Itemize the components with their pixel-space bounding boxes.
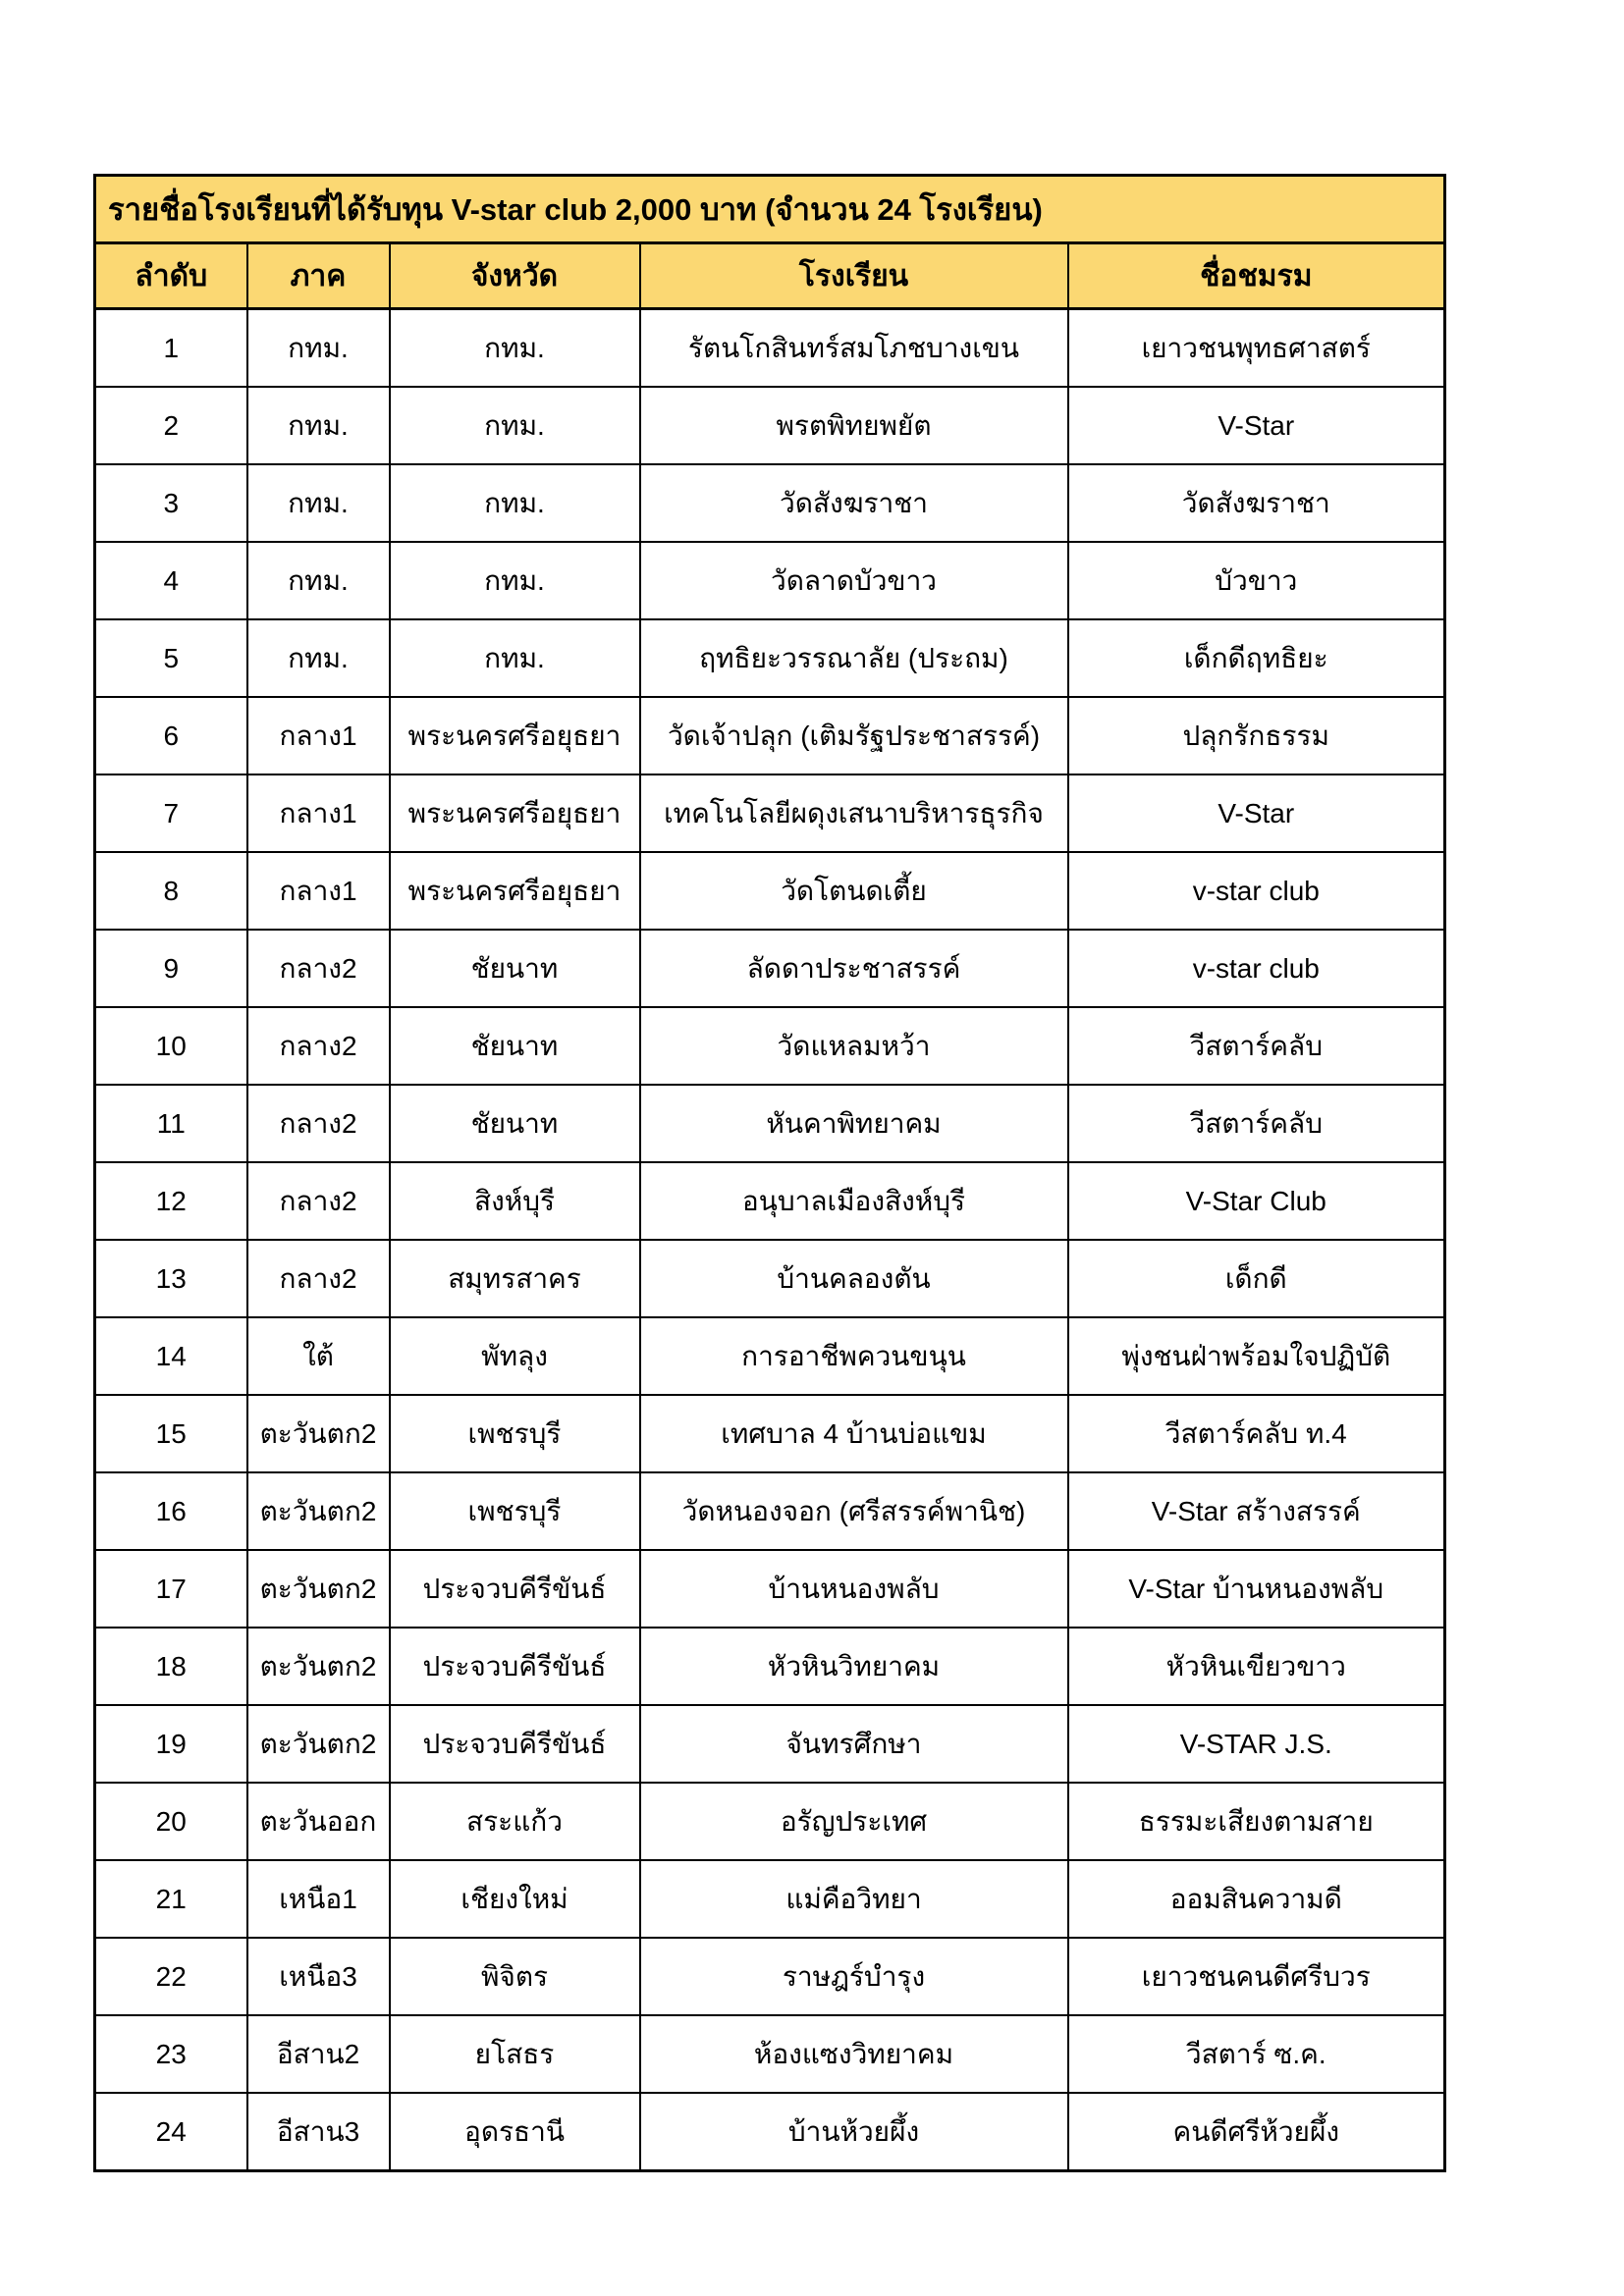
table-row (95, 464, 1445, 542)
cell-region: ใต้ (247, 1317, 390, 1395)
cell-region: กลาง2 (247, 1162, 390, 1240)
cell-region: เหนือ3 (247, 1938, 390, 2015)
cell-club: เด็กดีฤทธิยะ (1068, 619, 1445, 697)
cell-school: วัดเจ้าปลุก (เติมรัฐประชาสรรค์) (640, 697, 1068, 774)
cell-no: 6 (95, 697, 247, 774)
cell-no: 23 (95, 2015, 247, 2093)
cell-school: บ้านหนองพลับ (640, 1550, 1068, 1628)
cell-school: บ้านห้วยผึ้ง (640, 2093, 1068, 2171)
cell-school: รัตนโกสินทร์สมโภชบางเขน (640, 309, 1068, 388)
cell-region: กลาง1 (247, 852, 390, 930)
cell-no: 20 (95, 1783, 247, 1860)
table-row (95, 2093, 1445, 2171)
cell-school: เทศบาล 4 บ้านบ่อแขม (640, 1395, 1068, 1472)
cell-school: เทคโนโลยีผดุงเสนาบริหารธุรกิจ (640, 774, 1068, 852)
cell-no: 1 (95, 309, 247, 388)
table-row (95, 852, 1445, 930)
cell-province: ประจวบคีรีขันธ์ (390, 1705, 640, 1783)
cell-province: พระนครศรีอยุธยา (390, 774, 640, 852)
table-row (95, 2015, 1445, 2093)
school-fund-table (93, 174, 1446, 2172)
cell-province: ชัยนาท (390, 930, 640, 1007)
cell-school: วัดลาดบัวขาว (640, 542, 1068, 619)
cell-club: หัวหินเขียวขาว (1068, 1628, 1445, 1705)
cell-region: กลาง2 (247, 1240, 390, 1317)
cell-no: 13 (95, 1240, 247, 1317)
cell-province: กทม. (390, 309, 640, 388)
cell-province: พระนครศรีอยุธยา (390, 697, 640, 774)
cell-club: คนดีศรีห้วยผึ้ง (1068, 2093, 1445, 2171)
cell-no: 5 (95, 619, 247, 697)
table-row (95, 1938, 1445, 2015)
cell-province: ประจวบคีรีขันธ์ (390, 1628, 640, 1705)
cell-region: กลาง1 (247, 697, 390, 774)
cell-school: วัดแหลมหว้า (640, 1007, 1068, 1085)
cell-school: วัดโตนดเตี้ย (640, 852, 1068, 930)
cell-no: 7 (95, 774, 247, 852)
cell-club: วีสตาร์คลับ ท.4 (1068, 1395, 1445, 1472)
cell-no: 19 (95, 1705, 247, 1783)
cell-school: บ้านคลองตัน (640, 1240, 1068, 1317)
cell-region: ตะวันตก2 (247, 1705, 390, 1783)
cell-club: ปลุกรักธรรม (1068, 697, 1445, 774)
cell-no: 22 (95, 1938, 247, 2015)
table-row (95, 542, 1445, 619)
cell-no: 4 (95, 542, 247, 619)
cell-club: พุ่งชนฝ่าพร้อมใจปฏิบัติ (1068, 1317, 1445, 1395)
table-title-row (95, 176, 1445, 243)
cell-no: 2 (95, 387, 247, 464)
cell-no: 17 (95, 1550, 247, 1628)
table-row (95, 1705, 1445, 1783)
cell-province: ประจวบคีรีขันธ์ (390, 1550, 640, 1628)
column-header-school: โรงเรียน (640, 243, 1068, 309)
cell-school: จันทรศึกษา (640, 1705, 1068, 1783)
cell-region: อีสาน2 (247, 2015, 390, 2093)
cell-no: 12 (95, 1162, 247, 1240)
table-row (95, 1162, 1445, 1240)
cell-no: 14 (95, 1317, 247, 1395)
cell-province: เพชรบุรี (390, 1395, 640, 1472)
cell-school: หัวหินวิทยาคม (640, 1628, 1068, 1705)
cell-province: อุดรธานี (390, 2093, 640, 2171)
cell-school: ห้องแซงวิทยาคม (640, 2015, 1068, 2093)
cell-club: วัดสังฆราชา (1068, 464, 1445, 542)
column-header-no: ลำดับ (95, 243, 247, 309)
cell-region: ตะวันตก2 (247, 1628, 390, 1705)
cell-club: V-Star Club (1068, 1162, 1445, 1240)
cell-school: วัดหนองจอก (ศรีสรรค์พานิช) (640, 1472, 1068, 1550)
table-row (95, 1395, 1445, 1472)
cell-no: 15 (95, 1395, 247, 1472)
table-row (95, 1550, 1445, 1628)
cell-region: กลาง2 (247, 930, 390, 1007)
cell-school: ราษฎร์บำรุง (640, 1938, 1068, 2015)
table-row (95, 309, 1445, 388)
table-header-row (95, 243, 1445, 309)
cell-club: ออมสินความดี (1068, 1860, 1445, 1938)
column-header-club: ชื่อชมรม (1068, 243, 1445, 309)
cell-region: ตะวันตก2 (247, 1395, 390, 1472)
cell-club: ธรรมะเสียงตามสาย (1068, 1783, 1445, 1860)
table-row (95, 1628, 1445, 1705)
cell-club: V-Star บ้านหนองพลับ (1068, 1550, 1445, 1628)
cell-province: พิจิตร (390, 1938, 640, 2015)
cell-province: สิงห์บุรี (390, 1162, 640, 1240)
table-row (95, 1240, 1445, 1317)
table-row (95, 930, 1445, 1007)
cell-school: อรัญประเทศ (640, 1783, 1068, 1860)
cell-province: เพชรบุรี (390, 1472, 640, 1550)
cell-region: กทม. (247, 387, 390, 464)
table-row (95, 387, 1445, 464)
cell-school: พรตพิทยพยัต (640, 387, 1068, 464)
cell-region: เหนือ1 (247, 1860, 390, 1938)
cell-school: อนุบาลเมืองสิงห์บุรี (640, 1162, 1068, 1240)
table-row (95, 697, 1445, 774)
table-row (95, 1472, 1445, 1550)
cell-province: ชัยนาท (390, 1007, 640, 1085)
cell-no: 21 (95, 1860, 247, 1938)
column-header-province: จังหวัด (390, 243, 640, 309)
cell-region: ตะวันตก2 (247, 1550, 390, 1628)
cell-province: เชียงใหม่ (390, 1860, 640, 1938)
table-title: รายชื่อโรงเรียนที่ได้รับทุน V-star club 2,000 บาท (จำนวน 24 โรงเรียน) (95, 176, 1445, 243)
cell-club: เยาวชนคนดีศรีบวร (1068, 1938, 1445, 2015)
cell-region: กทม. (247, 619, 390, 697)
cell-region: กทม. (247, 309, 390, 388)
cell-no: 9 (95, 930, 247, 1007)
cell-club: v-star club (1068, 852, 1445, 930)
cell-region: ตะวันออก (247, 1783, 390, 1860)
cell-school: ฤทธิยะวรรณาลัย (ประถม) (640, 619, 1068, 697)
cell-club: เด็กดี (1068, 1240, 1445, 1317)
cell-school: วัดสังฆราชา (640, 464, 1068, 542)
cell-school: หันคาพิทยาคม (640, 1085, 1068, 1162)
cell-province: กทม. (390, 387, 640, 464)
cell-region: กลาง1 (247, 774, 390, 852)
cell-no: 16 (95, 1472, 247, 1550)
column-header-region: ภาค (247, 243, 390, 309)
cell-region: กลาง2 (247, 1085, 390, 1162)
cell-club: V-Star (1068, 387, 1445, 464)
cell-club: วีสตาร์คลับ (1068, 1007, 1445, 1085)
cell-no: 18 (95, 1628, 247, 1705)
cell-school: แม่คือวิทยา (640, 1860, 1068, 1938)
cell-region: กลาง2 (247, 1007, 390, 1085)
table-row (95, 619, 1445, 697)
cell-no: 24 (95, 2093, 247, 2171)
cell-club: วีสตาร์คลับ (1068, 1085, 1445, 1162)
cell-club: บัวขาว (1068, 542, 1445, 619)
cell-no: 3 (95, 464, 247, 542)
cell-no: 10 (95, 1007, 247, 1085)
cell-province: ชัยนาท (390, 1085, 640, 1162)
cell-school: ลัดดาประชาสรรค์ (640, 930, 1068, 1007)
cell-province: สมุทรสาคร (390, 1240, 640, 1317)
table-row (95, 1085, 1445, 1162)
table-row (95, 774, 1445, 852)
cell-province: กทม. (390, 464, 640, 542)
cell-club: V-STAR J.S. (1068, 1705, 1445, 1783)
cell-region: ตะวันตก2 (247, 1472, 390, 1550)
cell-club: V-Star (1068, 774, 1445, 852)
table-row (95, 1317, 1445, 1395)
cell-club: เยาวชนพุทธศาสตร์ (1068, 309, 1445, 388)
cell-club: วีสตาร์ ซ.ค. (1068, 2015, 1445, 2093)
cell-school: การอาชีพควนขนุน (640, 1317, 1068, 1395)
cell-province: กทม. (390, 619, 640, 697)
cell-province: กทม. (390, 542, 640, 619)
cell-no: 11 (95, 1085, 247, 1162)
cell-province: ยโสธร (390, 2015, 640, 2093)
cell-province: พัทลุง (390, 1317, 640, 1395)
table-row (95, 1007, 1445, 1085)
cell-province: พระนครศรีอยุธยา (390, 852, 640, 930)
table-row (95, 1783, 1445, 1860)
cell-no: 8 (95, 852, 247, 930)
cell-province: สระแก้ว (390, 1783, 640, 1860)
cell-region: กทม. (247, 542, 390, 619)
cell-region: กทม. (247, 464, 390, 542)
cell-club: V-Star สร้างสรรค์ (1068, 1472, 1445, 1550)
table-row (95, 1860, 1445, 1938)
cell-region: อีสาน3 (247, 2093, 390, 2171)
cell-club: v-star club (1068, 930, 1445, 1007)
